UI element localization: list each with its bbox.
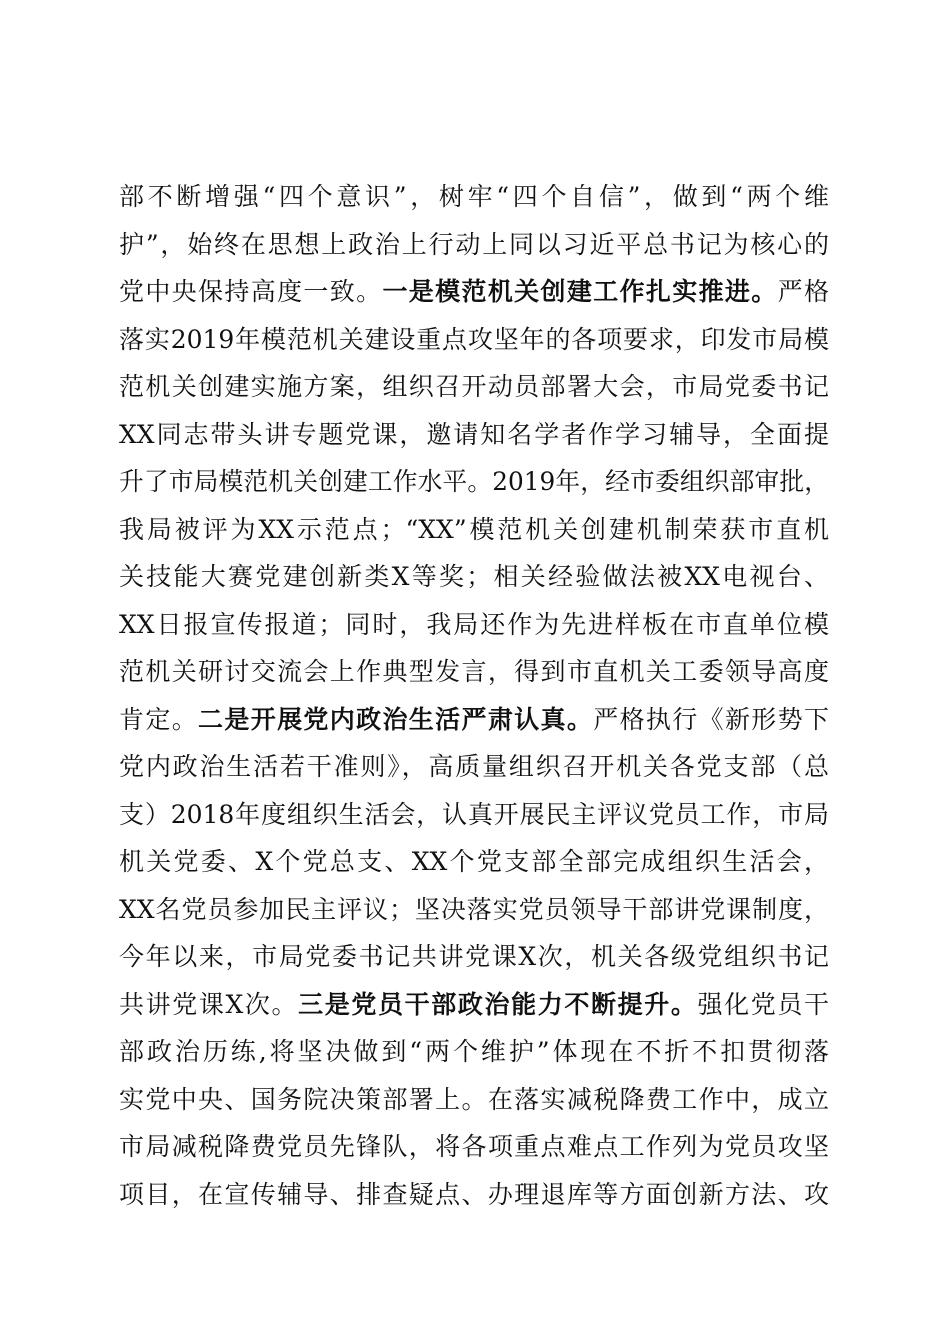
text-line bbox=[119, 981, 829, 1029]
text-segment: 共讲党课X次。 bbox=[119, 989, 299, 1019]
text-segment: 严格 bbox=[777, 277, 829, 306]
text-segment: 实党中央、国务院决策部署上。在落实减税降费工作中，成立 bbox=[119, 1084, 829, 1114]
text-line bbox=[119, 838, 829, 886]
text-segment: 升了市局模范机关创建工作水平。2019年，经市委组织部审批， bbox=[119, 467, 829, 496]
text-line bbox=[119, 316, 829, 364]
text-line bbox=[119, 933, 829, 981]
text-segment: 严格执行《新形势下 bbox=[593, 704, 829, 734]
text-segment: 党内政治生活若干准则》，高质量组织召开机关各党支部（总 bbox=[119, 752, 829, 781]
body-paragraph bbox=[119, 173, 829, 1218]
text-segment: 今年以来，市局党委书记共讲党课X次，机关各级党组织书记 bbox=[119, 942, 829, 971]
bold-heading-phrase: 三是党员干部政治能力不断提升。 bbox=[298, 989, 698, 1019]
text-line bbox=[119, 1123, 829, 1171]
text-line bbox=[119, 1076, 829, 1124]
text-line bbox=[119, 221, 829, 269]
text-segment: 护”，始终在思想上政治上行动上同以习近平总书记为核心的 bbox=[119, 229, 829, 259]
text-line bbox=[119, 411, 829, 459]
text-line bbox=[119, 648, 829, 696]
bold-heading-phrase: 一是模范机关创建工作扎实推进。 bbox=[382, 277, 778, 306]
text-line bbox=[119, 743, 829, 791]
text-segment: XX日报宣传报道；同时，我局还作为先进样板在市直单位模 bbox=[119, 609, 829, 639]
text-segment: 范机关创建实施方案，组织召开动员部署大会，市局党委书记 bbox=[119, 372, 829, 401]
text-segment: 肯定。 bbox=[119, 704, 199, 734]
text-segment: 部政治历练,将坚决做到“两个维护”体现在不折不扣贯彻落 bbox=[119, 1037, 829, 1066]
text-segment: 机关党委、X个党总支、XX个党支部全部完成组织生活会， bbox=[119, 847, 829, 876]
text-line bbox=[119, 1171, 829, 1219]
text-segment: XX名党员参加民主评议；坚决落实党员领导干部讲党课制度， bbox=[119, 894, 829, 924]
text-segment: 支）2018年度组织生活会，认真开展民主评议党员工作，市局 bbox=[119, 799, 829, 829]
text-segment: 项目，在宣传辅导、排查疑点、办理退库等方面创新方法、攻 bbox=[119, 1179, 829, 1209]
text-line bbox=[119, 458, 829, 506]
text-line bbox=[119, 791, 829, 839]
text-segment: 我局被评为XX示范点；“XX”模范机关创建机制荣获市直机 bbox=[119, 514, 829, 544]
text-segment: XX同志带头讲专题党课，邀请知名学者作学习辅导，全面提 bbox=[119, 419, 829, 449]
text-line bbox=[119, 553, 829, 601]
text-line bbox=[119, 173, 829, 221]
text-segment: 部不断增强“四个意识”，树牢“四个自信”，做到“两个维 bbox=[119, 182, 829, 211]
text-line bbox=[119, 886, 829, 934]
text-segment: 党中央保持高度一致。 bbox=[119, 277, 383, 306]
text-line bbox=[119, 363, 829, 411]
text-segment: 市局减税降费党员先锋队，将各项重点难点工作列为党员攻坚 bbox=[119, 1132, 829, 1161]
text-line bbox=[119, 268, 829, 316]
text-segment: 落实2019年模范机关建设重点攻坚年的各项要求，印发市局模 bbox=[119, 324, 829, 354]
text-segment: 范机关研讨交流会上作典型发言，得到市直机关工委领导高度 bbox=[119, 657, 829, 686]
text-line bbox=[119, 506, 829, 554]
text-line bbox=[119, 696, 829, 744]
text-segment: 关技能大赛党建创新类X等奖；相关经验做法被XX电视台、 bbox=[119, 562, 829, 591]
text-line bbox=[119, 601, 829, 649]
text-line bbox=[119, 1028, 829, 1076]
bold-heading-phrase: 二是开展党内政治生活严肃认真。 bbox=[198, 704, 594, 734]
text-segment: 强化党员干 bbox=[697, 989, 829, 1019]
